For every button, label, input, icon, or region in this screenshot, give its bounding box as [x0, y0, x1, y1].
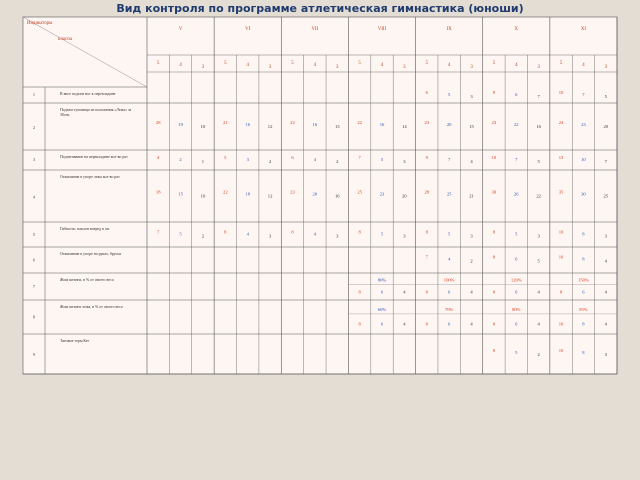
- value-cell: 25: [357, 189, 362, 195]
- grade-header: 4: [313, 63, 317, 68]
- value-cell: 10: [491, 155, 497, 160]
- value-cell: 23: [290, 189, 295, 195]
- grade-header: 5: [224, 61, 227, 66]
- value-cell: 23: [491, 120, 497, 126]
- value-cell: 16: [245, 122, 251, 128]
- value-cell: 6: [582, 289, 585, 295]
- value-cell: 7: [447, 157, 451, 162]
- value-cell: 3: [403, 233, 406, 239]
- value-cell: 7: [157, 229, 160, 235]
- percent-label: 70%: [444, 306, 454, 312]
- value-cell: 6: [515, 256, 518, 262]
- grade-header: 5: [559, 61, 563, 66]
- value-cell: 35: [558, 189, 564, 195]
- value-cell: 5: [537, 258, 540, 264]
- value-cell: 25: [446, 191, 452, 197]
- value-cell: 12: [267, 193, 273, 199]
- row-number: 4: [33, 195, 35, 200]
- value-cell: 21: [469, 193, 474, 199]
- value-cell: 10: [200, 124, 206, 130]
- value-cell: 3: [268, 233, 272, 239]
- row-label: Подъем туловища из положения «Лежа» за: [60, 108, 132, 112]
- class-header: X: [514, 27, 519, 32]
- row-number: 6: [33, 258, 35, 263]
- value-cell: 15: [178, 191, 183, 197]
- value-cell: 8: [358, 321, 361, 327]
- percent-label: 100%: [443, 277, 455, 283]
- value-cell: 22: [357, 120, 362, 126]
- value-cell: 25: [603, 193, 609, 199]
- value-cell: 13: [558, 155, 564, 160]
- value-cell: 8: [559, 289, 563, 295]
- value-cell: 4: [604, 289, 607, 295]
- value-cell: 4: [604, 321, 607, 327]
- value-cell: 5: [447, 231, 451, 237]
- grade-header: 3: [537, 65, 540, 70]
- value-cell: 2: [268, 159, 272, 164]
- value-cell: 8: [492, 254, 496, 260]
- row-number: 1: [33, 92, 35, 97]
- value-cell: 12: [267, 124, 273, 130]
- value-cell: 7: [358, 155, 361, 160]
- value-cell: 4: [537, 321, 540, 327]
- percent-label: 150%: [578, 277, 589, 283]
- value-cell: 22: [536, 193, 541, 199]
- grade-header: 3: [201, 65, 205, 70]
- row-label: Гибкость; наклон вперед в см.: [60, 227, 110, 231]
- value-cell: 4: [447, 256, 451, 262]
- value-cell: 8: [492, 229, 496, 235]
- value-cell: 7: [537, 94, 540, 100]
- value-cell: 19: [178, 122, 183, 128]
- value-cell: 6: [515, 321, 518, 327]
- row-number: 8: [33, 315, 35, 320]
- value-cell: 8: [425, 289, 428, 295]
- value-cell: 22: [290, 120, 295, 126]
- class-header: V: [178, 27, 183, 32]
- row-label: Тяговые геры Кег: [60, 339, 90, 343]
- corner-bottom-label: классы: [58, 37, 73, 42]
- value-cell: 30: [581, 191, 586, 197]
- grade-header: 3: [604, 65, 608, 70]
- grade-header: 4: [515, 63, 518, 68]
- value-cell: 6: [515, 289, 518, 295]
- value-cell: 24: [558, 120, 564, 126]
- row-label: Отжимание в упоре на руках, брусья: [60, 252, 121, 256]
- value-cell: 8: [291, 229, 294, 235]
- grade-header: 4: [582, 63, 585, 68]
- value-cell: 15: [469, 124, 474, 130]
- value-cell: 3: [246, 157, 249, 162]
- page-title: Вид контроля по программе атлетическая гимнастика (юноши): [116, 2, 524, 15]
- value-cell: 8: [492, 321, 496, 327]
- value-cell: 8: [492, 289, 496, 295]
- value-cell: 10: [558, 321, 564, 327]
- row-number: 2: [33, 125, 35, 130]
- value-cell: 3: [604, 352, 607, 357]
- percent-label: 80%: [512, 306, 521, 312]
- value-cell: 4: [604, 258, 607, 264]
- class-header: VIII: [377, 27, 387, 32]
- value-cell: 4: [246, 231, 249, 237]
- value-cell: 4: [313, 157, 317, 162]
- value-cell: 5: [380, 231, 384, 237]
- corner-top-label: Индикаторы: [27, 21, 53, 26]
- value-cell: 16: [334, 193, 340, 199]
- row-label: Жим штанги лежа, в % от своего веса: [60, 305, 123, 309]
- table-frame: [23, 17, 617, 374]
- grade-header: 4: [447, 63, 451, 68]
- value-cell: 23: [379, 191, 385, 197]
- grade-header: 3: [336, 65, 339, 70]
- percent-label: 60%: [377, 306, 387, 312]
- value-cell: 2: [179, 157, 182, 162]
- value-cell: 20: [603, 124, 609, 130]
- value-cell: 8: [425, 229, 428, 235]
- value-cell: 23: [424, 120, 430, 126]
- value-cell: 4: [470, 321, 473, 327]
- value-cell: 6: [447, 289, 451, 295]
- value-cell: 5: [224, 155, 227, 160]
- value-cell: 8: [492, 90, 496, 96]
- grade-header: 4: [380, 63, 384, 68]
- value-cell: 6: [447, 321, 451, 327]
- value-cell: 4: [470, 159, 473, 164]
- value-cell: 8: [358, 289, 361, 295]
- value-cell: 23: [581, 122, 586, 128]
- value-cell: 10: [558, 229, 564, 235]
- value-cell: 18: [245, 191, 251, 197]
- grade-header: 3: [268, 65, 272, 70]
- value-cell: 3: [336, 233, 339, 239]
- value-cell: 5: [515, 350, 518, 355]
- value-cell: 16: [536, 124, 541, 130]
- row-label: Жим штанги, в % от своего веса: [60, 278, 114, 282]
- value-cell: 28: [424, 189, 430, 195]
- value-cell: 10: [558, 90, 564, 96]
- grade-header: 5: [492, 61, 496, 66]
- row-label: 30сек.: [60, 113, 71, 117]
- value-cell: 4: [403, 289, 406, 295]
- value-cell: 8: [582, 350, 585, 355]
- value-cell: 6: [515, 92, 518, 98]
- grade-header: 4: [246, 63, 249, 68]
- value-cell: 8: [224, 229, 227, 235]
- value-cell: 6: [380, 321, 384, 327]
- grade-header: 5: [156, 61, 160, 66]
- value-cell: 6: [291, 155, 294, 160]
- value-cell: 4: [157, 155, 160, 160]
- row-label: Подтягивание на перекладине кол-во раз: [60, 155, 128, 159]
- value-cell: 8: [358, 229, 361, 235]
- value-cell: 5: [179, 231, 182, 237]
- value-cell: 3: [403, 159, 406, 164]
- value-cell: 2: [470, 258, 473, 264]
- grade-header: 5: [358, 61, 361, 66]
- value-cell: 10: [581, 157, 586, 162]
- value-cell: 5: [447, 92, 451, 98]
- value-cell: 4: [403, 321, 406, 327]
- value-cell: 6: [380, 289, 384, 295]
- value-cell: 10: [200, 193, 206, 199]
- percent-label: 120%: [510, 277, 522, 283]
- class-header: VII: [311, 27, 319, 32]
- value-cell: 9: [425, 155, 428, 160]
- value-cell: 8: [425, 321, 428, 327]
- value-cell: 8: [492, 348, 496, 353]
- row-number: 5: [33, 232, 35, 237]
- value-cell: 16: [379, 122, 385, 128]
- grade-header: 4: [179, 63, 182, 68]
- value-cell: 14: [402, 124, 407, 130]
- value-cell: 1: [201, 159, 205, 164]
- value-cell: 18: [155, 189, 161, 195]
- value-cell: 26: [513, 191, 519, 197]
- grade-header: 5: [425, 61, 428, 66]
- class-header: IX: [446, 27, 452, 32]
- value-cell: 5: [537, 159, 540, 164]
- value-cell: 10: [558, 348, 564, 353]
- row-label: Отжимание в упоре лежа кол-во раз: [60, 175, 120, 179]
- value-cell: 22: [223, 189, 228, 195]
- value-cell: 8: [582, 231, 585, 237]
- value-cell: 7: [582, 92, 585, 98]
- value-cell: 21: [223, 120, 228, 126]
- value-cell: 2: [537, 352, 540, 357]
- row-label: В висе подъем ног к перекладине: [60, 92, 116, 96]
- value-cell: 3: [470, 94, 473, 100]
- value-cell: 6: [425, 90, 428, 96]
- value-cell: 4: [470, 289, 473, 295]
- value-cell: 3: [604, 233, 607, 239]
- class-header: VI: [245, 27, 251, 32]
- row-number: 9: [33, 353, 35, 357]
- row-number: 7: [33, 284, 35, 289]
- value-cell: 30: [491, 189, 497, 195]
- value-cell: 3: [470, 233, 473, 239]
- grade-header: 3: [470, 65, 473, 70]
- value-cell: 5: [604, 94, 607, 100]
- value-cell: 16: [312, 122, 318, 128]
- value-cell: 22: [513, 122, 519, 128]
- value-cell: 8: [582, 321, 585, 327]
- value-cell: 2: [201, 233, 205, 239]
- grade-header: 3: [403, 65, 406, 70]
- value-cell: 3: [537, 233, 540, 239]
- row-number: 3: [33, 158, 35, 162]
- value-cell: 4: [537, 289, 540, 295]
- value-cell: 7: [425, 254, 428, 260]
- value-cell: 8: [582, 256, 585, 262]
- value-cell: 5: [380, 157, 384, 162]
- percent-label: 85%: [579, 306, 588, 312]
- class-header: XI: [580, 27, 586, 32]
- value-cell: 20: [402, 193, 407, 199]
- value-cell: 10: [558, 254, 564, 260]
- value-cell: 5: [515, 231, 518, 237]
- grade-header: 5: [291, 61, 294, 66]
- value-cell: 28: [155, 120, 161, 126]
- value-cell: 2: [336, 159, 339, 164]
- value-cell: 7: [604, 159, 607, 164]
- value-cell: 4: [313, 231, 317, 237]
- value-cell: 7: [515, 157, 518, 162]
- value-cell: 13: [334, 124, 340, 130]
- value-cell: 20: [312, 191, 318, 197]
- value-cell: 20: [446, 122, 452, 128]
- percent-label: 80%: [377, 277, 387, 283]
